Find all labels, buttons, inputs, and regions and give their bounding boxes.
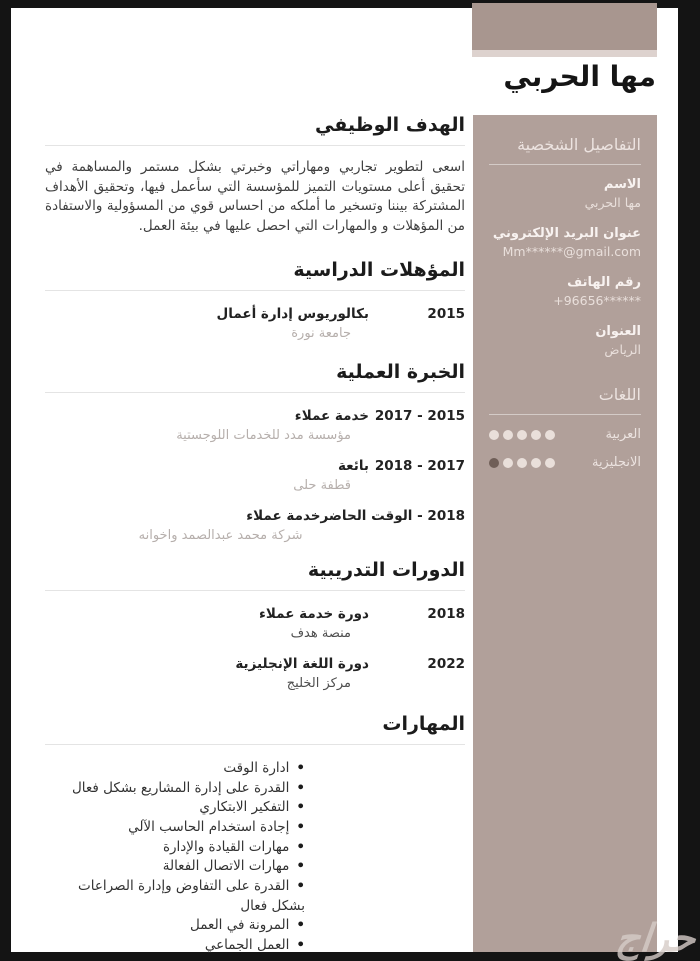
field-phone-label: رقم الهاتف <box>567 275 641 290</box>
skill-item: • مهارات الاتصال الفعالة <box>45 857 305 877</box>
field-email <box>489 226 641 259</box>
level-dot <box>503 430 513 440</box>
language-level-dots-arabic <box>489 430 555 440</box>
section-education <box>45 259 465 341</box>
section-objective <box>45 114 465 237</box>
entry-date: 2022 <box>427 655 465 672</box>
entry-org: شركة محمد عبدالصمد واخوانه <box>138 527 303 543</box>
level-dot <box>545 430 555 440</box>
entry-title: بكالوريوس إدارة أعمال <box>216 305 369 322</box>
field-email-label: عنوان البريد الإلكتروني <box>492 226 641 241</box>
skill-item: • إجادة استخدام الحاسب الآلي <box>45 818 305 838</box>
skill-item: • ادارة الوقت <box>45 759 305 779</box>
section-skills <box>45 713 465 956</box>
field-email-value: Mm******@gmail.com <box>502 244 641 259</box>
section-experience <box>45 361 465 543</box>
language-label-english: الانجليزية <box>591 455 641 470</box>
skill-item: • القدرة على التفاوض وإدارة الصراعات بشكل فعال <box>45 877 305 916</box>
entry-org: جامعة نورة <box>291 325 351 341</box>
field-name <box>489 177 641 210</box>
experience-entry <box>45 408 465 443</box>
personal-details-title: التفاصيل الشخصية <box>489 135 641 165</box>
field-phone-value: +96656****** <box>553 293 641 308</box>
languages-title: اللغات <box>489 385 641 415</box>
entry-org: منصة هدف <box>290 625 351 641</box>
entry-date: 2015 - 2017 <box>374 407 465 424</box>
language-row-english <box>489 455 641 470</box>
field-name-value: مها الحربي <box>584 195 641 210</box>
objective-title: الهدف الوظيفي <box>45 114 465 146</box>
experience-entry <box>45 508 465 543</box>
field-name-label: الاسم <box>603 177 641 192</box>
skill-item: • العمل الجماعي <box>45 936 305 956</box>
decorative-header-block <box>472 3 657 50</box>
entry-title: خدمة عملاء <box>246 507 321 524</box>
resume-name: مها الحربي <box>503 60 656 93</box>
education-title: المؤهلات الدراسية <box>45 259 465 291</box>
entry-title: دورة خدمة عملاء <box>259 605 369 622</box>
skill-item: • مهارات القيادة والإدارة <box>45 838 305 858</box>
sidebar <box>473 115 657 952</box>
entry-date: 2017 - 2018 <box>374 457 465 474</box>
level-dot <box>489 458 499 468</box>
entry-title: بائعة <box>337 457 369 474</box>
entry-org: مركز الخليج <box>286 675 351 691</box>
haraj-watermark: حراج <box>614 916 699 960</box>
level-dot <box>517 458 527 468</box>
level-dot <box>517 430 527 440</box>
skills-title: المهارات <box>45 713 465 745</box>
language-level-dots-english <box>489 458 555 468</box>
main-content <box>45 8 465 956</box>
field-address-value: الرياض <box>604 342 641 357</box>
training-title: الدورات التدريبية <box>45 559 465 591</box>
section-training <box>45 559 465 691</box>
entry-title: دورة اللغة الإنجليزية <box>235 655 369 672</box>
level-dot <box>489 430 499 440</box>
entry-org: قطفة حلى <box>293 477 351 493</box>
objective-text: اسعى لتطوير تجاربي ومهاراتي وخبرتي بشكل مستمر والمساهمة في تحقيق أعلى مستويات التميز للمؤسسة التي سأعمل فيها، وتحقيق الأهداف المشتركة بيننا وتسخير ما أملكه من احساس قوي من المسؤولية والاستفادة من المؤهلات و والمهارات التي احصل عليها في بيئة العمل. <box>45 159 465 235</box>
experience-entry <box>45 458 465 493</box>
decorative-header-strip <box>472 50 657 57</box>
training-entry <box>45 606 465 641</box>
entry-date: 2018 <box>427 605 465 622</box>
field-phone <box>489 275 641 308</box>
level-dot <box>531 458 541 468</box>
level-dot <box>503 458 513 468</box>
skill-item: • القدرة على إدارة المشاريع بشكل فعال <box>45 779 305 799</box>
skills-list <box>45 759 465 956</box>
level-dot <box>545 458 555 468</box>
entry-date: 2018 - الوقت الحاضر <box>320 507 465 524</box>
education-entry <box>45 306 465 341</box>
field-address-label: العنوان <box>595 324 641 339</box>
entry-date: 2015 <box>427 305 465 322</box>
level-dot <box>531 430 541 440</box>
language-label-arabic: العربية <box>605 427 641 442</box>
field-address <box>489 324 641 357</box>
training-entry <box>45 656 465 691</box>
skill-item: • التفكير الابتكاري <box>45 798 305 818</box>
experience-title: الخبرة العملية <box>45 361 465 393</box>
entry-org: مؤسسة مدد للخدمات اللوجستية <box>176 427 351 443</box>
skill-item: • المرونة في العمل <box>45 916 305 936</box>
entry-title: خدمة عملاء <box>294 407 369 424</box>
language-row-arabic <box>489 427 641 442</box>
resume-page <box>11 8 678 952</box>
